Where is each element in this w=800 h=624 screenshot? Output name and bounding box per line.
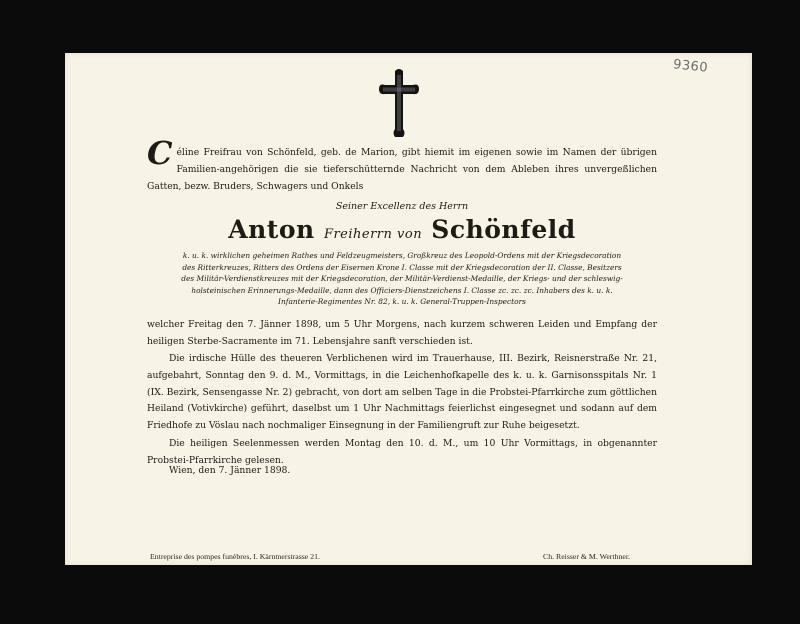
deceased-name <box>147 215 657 250</box>
place-date: Wien, den 7. Jänner 1898. <box>169 465 291 476</box>
footer-undertaker: Entreprise des pompes funèbres, I. Kärntnerstrasse 21. <box>150 552 320 561</box>
footer-printer: Ch. Reisser & M. Werthner. <box>543 552 630 561</box>
opening-text: éline Freifrau von Schönfeld, geb. de Marion, gibt hiemit im eigenen sowie im Namen der übrigen Familien-angehörigen die sie tieferschütternde Nachricht von dem Ableben ihres unvergeßlichen Gatten, bezw. Bruders, Schwagers und Onkels <box>147 147 657 192</box>
cross-icon <box>377 67 421 139</box>
name-first: Anton <box>228 215 315 244</box>
name-middle: Freiherrn von <box>323 227 423 242</box>
titles-block <box>177 250 627 308</box>
excellency-line: Seiner Excellenz des Herrn <box>335 201 469 212</box>
titles-text: k. u. k. wirklichen geheimen Rathes und Feldzeugmeisters, Großkreuz des Leopold-Ordens mit der Kriegsdecoration des Ritterkreuzes, Ritters des Ordens der Eisernen Krone I. Classe mit der Kriegsdecoration der II. Classe, Besitzers des Militär-Verdienstkreuzes mit der Kriegsdecoration, der Militär-Verdienst-Medaille, der Kriegs- und der schleswig-holsteinischen Erinnerungs-Medaille, dann des Officiers-Dienstzeichens I. Classe zc. zc. zc. Inhabers des k. u. k. Infanterie-Regimentes Nr. 82, k. u. k. General-Truppen-Inspectors <box>181 251 623 307</box>
notice-opening <box>147 134 657 195</box>
mass-paragraph: Die heiligen Seelenmessen werden Montag den 10. d. M., um 10 Uhr Vormittags, in obgenannter Probstei-Pfarrkirche gelesen. <box>147 438 657 466</box>
name-last: Schönfeld <box>431 215 576 244</box>
funeral-paragraph: Die irdische Hülle des theueren Verblichenen wird im Trauerhause, III. Bezirk, Reisnerstraße Nr. 21, aufgebahrt, Sonntag den 9. d. M., Vormittags, in die Leichenhofkapelle des k. u. k. Garnisonsspitals Nr. 1 (IX. Bezirk, Sensengasse Nr. 2) gebracht, von dort am selben Tage in die Probstei-Pfarrkirche zum göttlichen Heiland (Votivkirche) geführt, daselbst um 1 Uhr Nachmittags feierlichst eingesegnet und sodann auf dem Friedhofe zu Vöslau nach nochmaliger Einsegnung in der Familiengruft zur Ruhe beigesetzt. <box>147 353 657 432</box>
death-paragraph: welcher Freitag den 7. Jänner 1898, um 5 Uhr Morgens, nach kurzem schweren Leiden und Empfang der heiligen Sterbe-Sacramente im 71. Lebensjahre sanft verschieden ist. <box>147 319 657 347</box>
mourning-notice-sheet <box>65 53 752 565</box>
decorative-initial: C <box>147 134 173 172</box>
catalog-number: 9360 <box>672 57 709 76</box>
